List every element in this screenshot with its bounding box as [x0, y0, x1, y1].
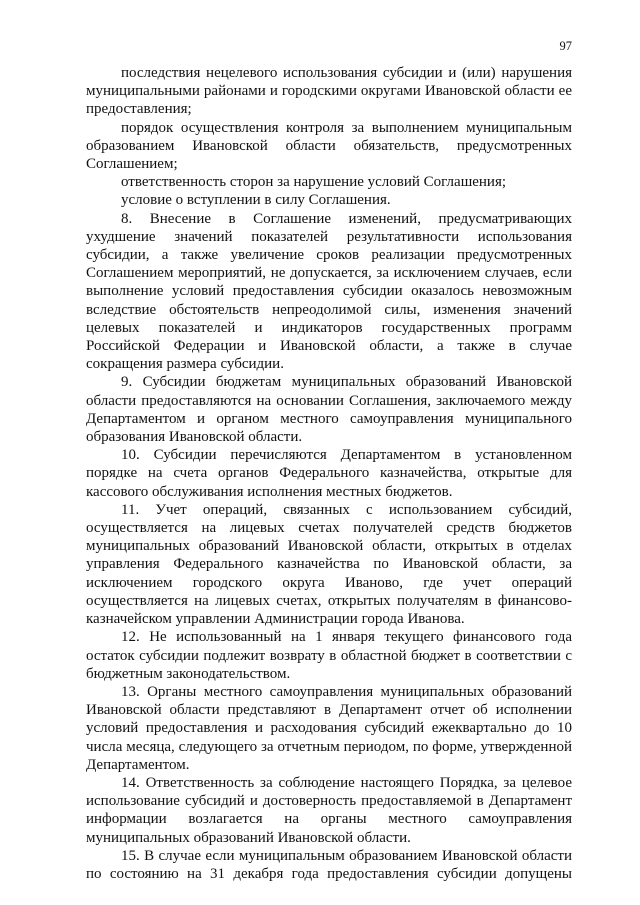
paragraph-item-11: 11. Учет операций, связанных с использованием субсидий, осуществляется на лицевых счетах получателей средств бюджетов муниципальных образований Ивановской области, открытых в отделах управления Федерального казначейства по Ивановской области, за исключением городского округа Иваново, где учет операций осуществляется на лицевых счетах, открытых получателям в финансово-казначейском управлении Администрации города Иванова.	[86, 501, 572, 628]
paragraph-consequences-misuse: последствия нецелевого использования субсидии и (или) нарушения муниципальными районами и городскими округами Ивановской области ее предоставления;	[86, 65, 572, 118]
paragraph-item-8: 8. Внесение в Соглашение изменений, предусматривающих ухудшение значений показателей результативности использования субсидии, а также увеличение сроков реализации предусмотренных Соглашением мероприятий, не допускается, за исключением случаев, если выполнение условий предоставления субсидии оказалось невозможным вследствие обстоятельств непреодолимой силы, изменения значений целевых показателей и индикаторов государственных программ Российской Федерации и Ивановской области, а также в случае сокращения размера субсидии.	[86, 210, 572, 373]
paragraph-control-procedure: порядок осуществления контроля за выполнением муниципальным образованием Ивановской области обязательств, предусмотренных Соглашением;	[86, 119, 572, 173]
paragraph-parties-liability: ответственность сторон за нарушение условий Соглашения;	[121, 174, 507, 191]
page-number: 97	[559, 39, 572, 53]
paragraph-item-14: 14. Ответственность за соблюдение настоящего Порядка, за целевое использование субсидий и достоверность предоставляемой в Департамент информации возлагается на органы местного самоуправления муниципальных образований Ивановской области.	[86, 774, 572, 846]
paragraph-item-12: 12. Не использованный на 1 января текущего финансового года остаток субсидии подлежит возврату в областной бюджет в соответствии с бюджетным законодательством.	[86, 629, 572, 682]
paragraph-entry-into-force: условие о вступлении в силу Соглашения.	[121, 192, 391, 209]
paragraph-item-10: 10. Субсидии перечисляются Департаментом в установленном порядке на счета органов Федерального казначейства, открытые для кассового обслуживания исполнения местных бюджетов.	[86, 447, 572, 500]
paragraph-item-9: 9. Субсидии бюджетам муниципальных образований Ивановской области предоставляются на основании Соглашения, заключаемого между Департаментом и органом местного самоуправления муниципального образования Ивановской области.	[86, 374, 572, 446]
document-text	[86, 64, 572, 883]
paragraph-item-15: 15. В случае если муниципальным образованием Ивановской области по состоянию на 31 декабря года предоставления субсидии допущены	[86, 847, 572, 882]
paragraph-item-13: 13. Органы местного самоуправления муниципальных образований Ивановской области представляют в Департамент отчет об исполнении условий предоставления и расходования субсидий ежеквартально до 10 числа месяца, следующего за отчетным периодом, по форме, утвержденной Департаментом.	[86, 683, 572, 773]
